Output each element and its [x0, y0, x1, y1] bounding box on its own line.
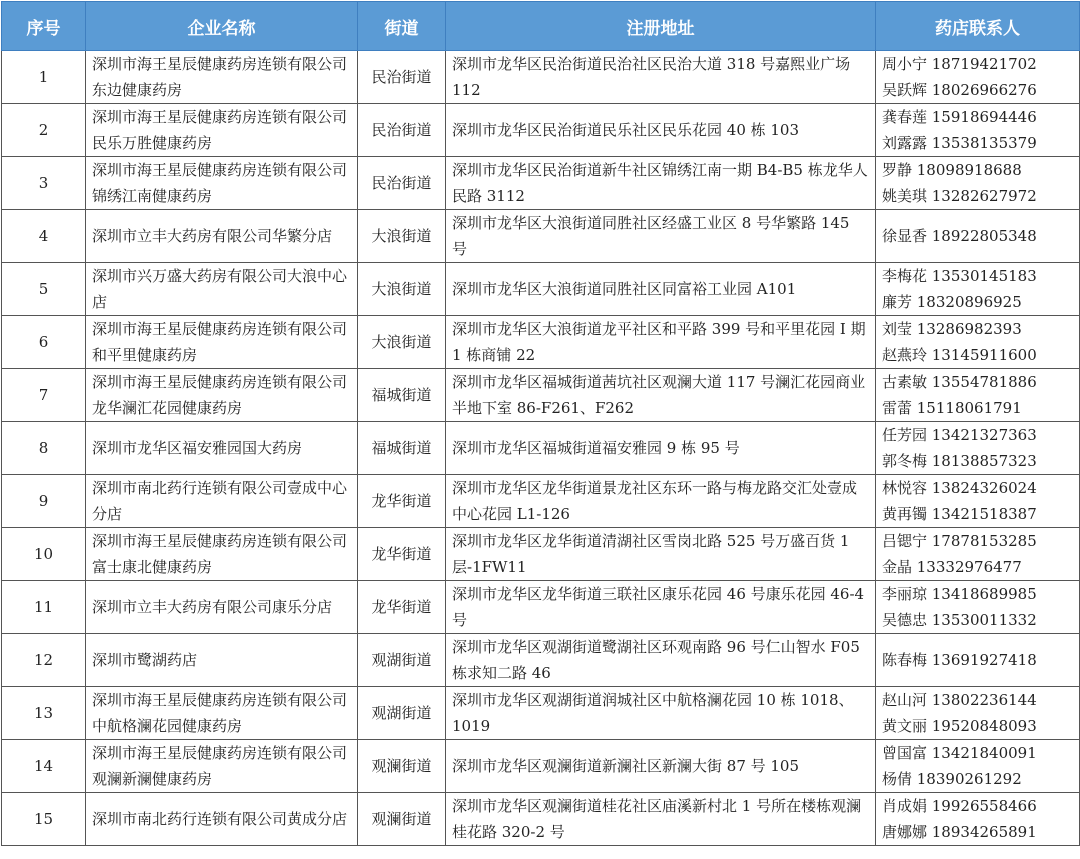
table-row [2, 263, 1080, 316]
contact-person: 吴跃辉 18026966276 [882, 81, 1037, 99]
table-row [2, 422, 1080, 475]
contact-cell [876, 475, 1080, 528]
street-name: 大浪街道 [358, 263, 446, 316]
row-number: 6 [2, 316, 86, 369]
contact-person: 龚春莲 15918694446 [882, 108, 1037, 126]
contact-person: 陈春梅 13691927418 [882, 651, 1037, 669]
table-row [2, 316, 1080, 369]
table-row [2, 157, 1080, 210]
company-name: 深圳市立丰大药房有限公司华繁分店 [86, 210, 358, 263]
table-row [2, 687, 1080, 740]
contact-person: 林悦容 13824326024 [882, 479, 1037, 497]
table-row [2, 793, 1080, 846]
contact-cell [876, 369, 1080, 422]
contact-person: 姚美琪 13282627972 [882, 187, 1037, 205]
street-name: 民治街道 [358, 51, 446, 104]
row-number: 13 [2, 687, 86, 740]
table-row [2, 634, 1080, 687]
street-name: 观澜街道 [358, 793, 446, 846]
company-name: 深圳市立丰大药房有限公司康乐分店 [86, 581, 358, 634]
contact-person: 赵燕玲 13145911600 [882, 346, 1037, 364]
table-row [2, 475, 1080, 528]
contact-cell [876, 263, 1080, 316]
registered-address: 深圳市龙华区民治街道民治社区民治大道 318 号嘉熙业广场 112 [446, 51, 876, 104]
table-row [2, 581, 1080, 634]
table-row [2, 210, 1080, 263]
header-no: 序号 [2, 2, 86, 51]
contact-person: 徐显香 18922805348 [882, 227, 1037, 245]
contact-cell [876, 157, 1080, 210]
street-name: 观澜街道 [358, 740, 446, 793]
contact-cell [876, 581, 1080, 634]
registered-address: 深圳市龙华区龙华街道三联社区康乐花园 46 号康乐花园 46-4 号 [446, 581, 876, 634]
row-number: 2 [2, 104, 86, 157]
row-number: 11 [2, 581, 86, 634]
company-name: 深圳市海王星辰健康药房连锁有限公司锦绣江南健康药房 [86, 157, 358, 210]
street-name: 大浪街道 [358, 316, 446, 369]
table-row [2, 528, 1080, 581]
contact-person: 郭冬梅 18138857323 [882, 452, 1037, 470]
contact-person: 李梅花 13530145183 [882, 267, 1037, 285]
contact-person: 吕锶宁 17878153285 [882, 532, 1037, 550]
contact-person: 李丽琼 13418689985 [882, 585, 1037, 603]
contact-cell [876, 104, 1080, 157]
registered-address: 深圳市龙华区民治街道新牛社区锦绣江南一期 B4-B5 栋龙华人民路 3112 [446, 157, 876, 210]
row-number: 12 [2, 634, 86, 687]
contact-cell [876, 51, 1080, 104]
company-name: 深圳市海王星辰健康药房连锁有限公司龙华澜汇花园健康药房 [86, 369, 358, 422]
contact-person: 黄文丽 19520848093 [882, 717, 1037, 735]
company-name: 深圳市海王星辰健康药房连锁有限公司富士康北健康药房 [86, 528, 358, 581]
registered-address: 深圳市龙华区龙华街道清湖社区雪岗北路 525 号万盛百货 1 层-1FW11 [446, 528, 876, 581]
contact-person: 唐娜娜 18934265891 [882, 823, 1037, 841]
contact-cell [876, 687, 1080, 740]
company-name: 深圳市南北药行连锁有限公司黄成分店 [86, 793, 358, 846]
table-header-row [2, 2, 1080, 51]
row-number: 5 [2, 263, 86, 316]
contact-person: 吴德忠 13530011332 [882, 611, 1037, 629]
registered-address: 深圳市龙华区福城街道福安雅园 9 栋 95 号 [446, 422, 876, 475]
company-name: 深圳市海王星辰健康药房连锁有限公司东边健康药房 [86, 51, 358, 104]
contact-person: 肖成娟 19926558466 [882, 797, 1037, 815]
registered-address: 深圳市龙华区福城街道茜坑社区观澜大道 117 号澜汇花园商业半地下室 86-F261、F262 [446, 369, 876, 422]
contact-person: 任芳园 13421327363 [882, 426, 1037, 444]
row-number: 9 [2, 475, 86, 528]
registered-address: 深圳市龙华区观湖街道鹭湖社区环观南路 96 号仁山智水 F05 栋求知二路 46 [446, 634, 876, 687]
street-name: 民治街道 [358, 157, 446, 210]
company-name: 深圳市海王星辰健康药房连锁有限公司和平里健康药房 [86, 316, 358, 369]
contact-person: 黄再镯 13421518387 [882, 505, 1037, 523]
registered-address: 深圳市龙华区龙华街道景龙社区东环一路与梅龙路交汇处壹成中心花园 L1-126 [446, 475, 876, 528]
row-number: 3 [2, 157, 86, 210]
contact-cell [876, 793, 1080, 846]
table-row [2, 740, 1080, 793]
contact-person: 周小宁 18719421702 [882, 55, 1037, 73]
row-number: 1 [2, 51, 86, 104]
contact-cell [876, 316, 1080, 369]
row-number: 14 [2, 740, 86, 793]
company-name: 深圳市海王星辰健康药房连锁有限公司民乐万胜健康药房 [86, 104, 358, 157]
row-number: 4 [2, 210, 86, 263]
company-name: 深圳市鹭湖药店 [86, 634, 358, 687]
street-name: 观湖街道 [358, 687, 446, 740]
table-row [2, 104, 1080, 157]
row-number: 15 [2, 793, 86, 846]
header-address: 注册地址 [446, 2, 876, 51]
contact-person: 刘露露 13538135379 [882, 134, 1037, 152]
street-name: 龙华街道 [358, 581, 446, 634]
registered-address: 深圳市龙华区观澜街道新澜社区新澜大街 87 号 105 [446, 740, 876, 793]
registered-address: 深圳市龙华区大浪街道龙平社区和平路 399 号和平里花园 I 期 1 栋商铺 22 [446, 316, 876, 369]
contact-person: 赵山河 13802236144 [882, 691, 1037, 709]
registered-address: 深圳市龙华区大浪街道同胜社区经盛工业区 8 号华繁路 145 号 [446, 210, 876, 263]
contact-person: 罗静 18098918688 [882, 161, 1022, 179]
header-contact: 药店联系人 [876, 2, 1080, 51]
header-street: 街道 [358, 2, 446, 51]
contact-person: 雷蕾 15118061791 [882, 399, 1022, 417]
contact-cell [876, 740, 1080, 793]
street-name: 民治街道 [358, 104, 446, 157]
company-name: 深圳市龙华区福安雅园国大药房 [86, 422, 358, 475]
company-name: 深圳市兴万盛大药房有限公司大浪中心店 [86, 263, 358, 316]
row-number: 8 [2, 422, 86, 475]
company-name: 深圳市海王星辰健康药房连锁有限公司中航格澜花园健康药房 [86, 687, 358, 740]
contact-person: 金晶 13332976477 [882, 558, 1022, 576]
street-name: 龙华街道 [358, 528, 446, 581]
contact-cell [876, 528, 1080, 581]
street-name: 福城街道 [358, 422, 446, 475]
contact-cell [876, 422, 1080, 475]
header-company-name: 企业名称 [86, 2, 358, 51]
street-name: 观湖街道 [358, 634, 446, 687]
company-name: 深圳市海王星辰健康药房连锁有限公司观澜新澜健康药房 [86, 740, 358, 793]
contact-person: 杨倩 18390261292 [882, 770, 1022, 788]
street-name: 龙华街道 [358, 475, 446, 528]
table-row [2, 51, 1080, 104]
registered-address: 深圳市龙华区观湖街道润城社区中航格澜花园 10 栋 1018、1019 [446, 687, 876, 740]
table-body [2, 51, 1080, 846]
registered-address: 深圳市龙华区民治街道民乐社区民乐花园 40 栋 103 [446, 104, 876, 157]
table-row [2, 369, 1080, 422]
contact-person: 刘莹 13286982393 [882, 320, 1022, 338]
street-name: 大浪街道 [358, 210, 446, 263]
row-number: 10 [2, 528, 86, 581]
contact-person: 曾国富 13421840091 [882, 744, 1037, 762]
registered-address: 深圳市龙华区大浪街道同胜社区同富裕工业园 A101 [446, 263, 876, 316]
contact-person: 廉芳 18320896925 [882, 293, 1022, 311]
contact-cell [876, 634, 1080, 687]
contact-cell [876, 210, 1080, 263]
registered-address: 深圳市龙华区观澜街道桂花社区庙溪新村北 1 号所在楼栋观澜桂花路 320-2 号 [446, 793, 876, 846]
company-name: 深圳市南北药行连锁有限公司壹成中心分店 [86, 475, 358, 528]
row-number: 7 [2, 369, 86, 422]
pharmacy-table [1, 1, 1080, 846]
street-name: 福城街道 [358, 369, 446, 422]
contact-person: 古素敏 13554781886 [882, 373, 1037, 391]
